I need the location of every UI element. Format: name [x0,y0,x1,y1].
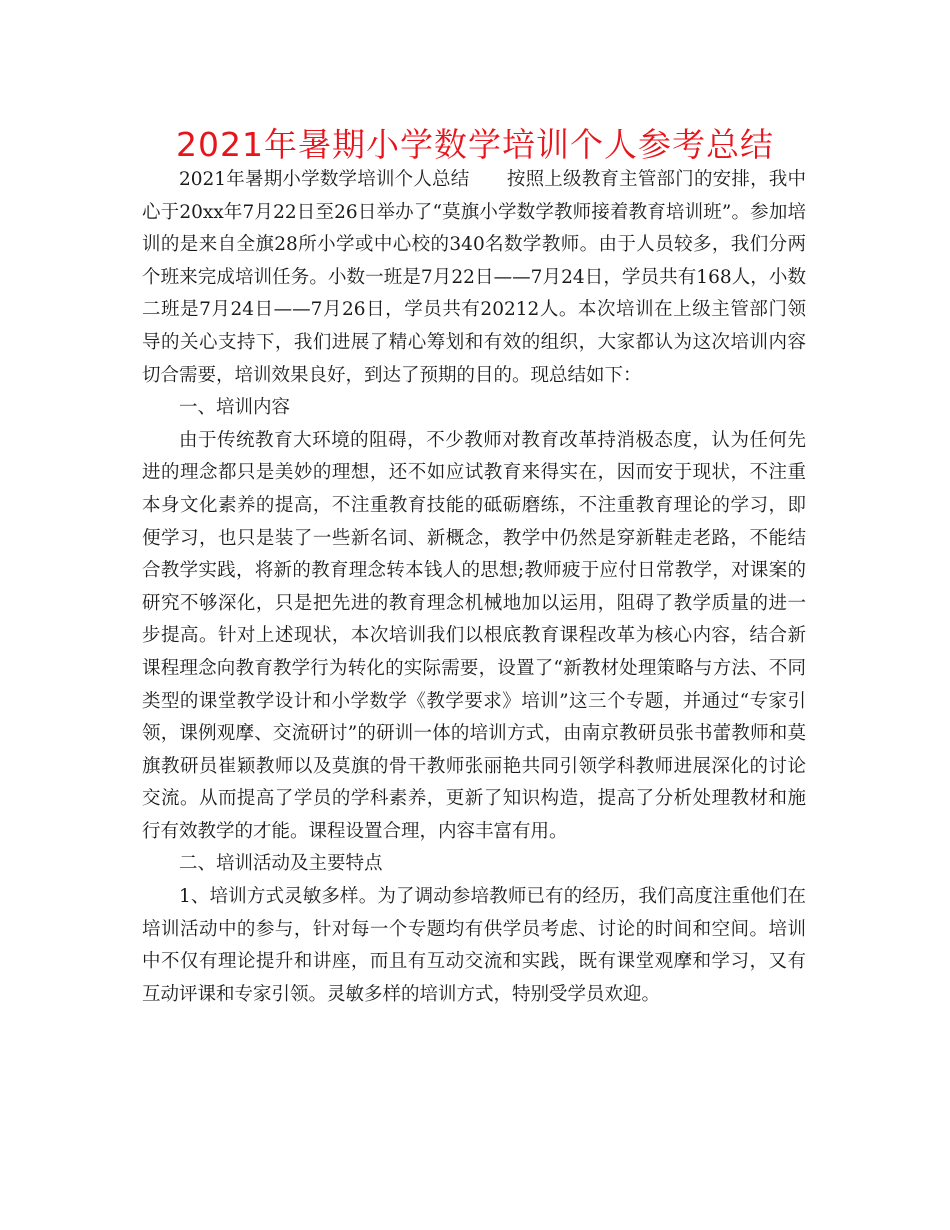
paragraph-training-activities: 1、培训方式灵敏多样。为了调动参培教师已有的经历，我们高度注重他们在培训活动中的参与，针对每一个专题均有供学员考虑、讨论的时间和空间。培训中不仅有理论提升和讲座，而且有互动交流和实践，既有课堂观摩和学习，又有互动评课和专家引领。灵敏多样的培训方式，特别受学员欢迎。 [142,886,806,1005]
section-heading-training-activities: 二、培训活动及主要特点 [179,853,383,875]
paragraph-training-content: 由于传统教育大环境的阻碍，不少教师对教育改革持消极态度，认为任何先进的理念都只是美妙的理想，还不如应试教育来得实在，因而安于现状，不注重本身文化素养的提高，不注重教育技能的砥砺磨练，不注重教育理论的学习，即便学习，也只是装了一些新名词、新概念，教学中仍然是穿新鞋走老路，不能结合教学实践，将新的教育理念转本钱人的思想;教师疲于应付日常教学，对课案的研究不够深化，只是把先进的教育理念机械地加以运用，阻碍了教学质量的进一步提高。针对上述现状，本次培训我们以根底教育课程改革为核心内容，结合新课程理念向教育教学行为转化的实际需要，设置了“新教材处理策略与方法、不同类型的课堂教学设计和小学数学《教学要求》培训”这三个专题，并通过“专家引领，课例观摩、交流研讨”的研训一体的培训方式，由南京教研员张书蕾教师和莫旗教研员崔颖教师以及莫旗的骨干教师张丽艳共同引领学科教师进展深化的讨论交流。从而提高了学员的学科素养，更新了知识构造，提高了分析处理教材和施行有效教学的才能。课程设置合理，内容丰富有用。 [142,429,806,842]
document-title: 2021年暑期小学数学培训个人参考总结 [176,125,774,164]
section-heading-training-content: 一、培训内容 [179,397,291,419]
paragraph-intro: 2021年暑期小学数学培训个人总结 按照上级教育主管部门的安排，我中心于20xx年7月22日至26日举办了“莫旗小学数学教师接着教育培训班”。参加培训的是来自全旗28所小学或中心校的340名数学教师。由于人员较多，我们分两个班来完成培训任务。小数一班是7月22日——7月24日，学员共有168人，小数二班是7月24日——7月26日，学员共有20212人。本次培训在上级主管部门领导的关心支持下，我们进展了精心筹划和有效的组织，大家都认为这次培训内容切合需要，培训效果良好，到达了预期的目的。现总结如下： [142,169,806,386]
document-body [142,164,806,1011]
